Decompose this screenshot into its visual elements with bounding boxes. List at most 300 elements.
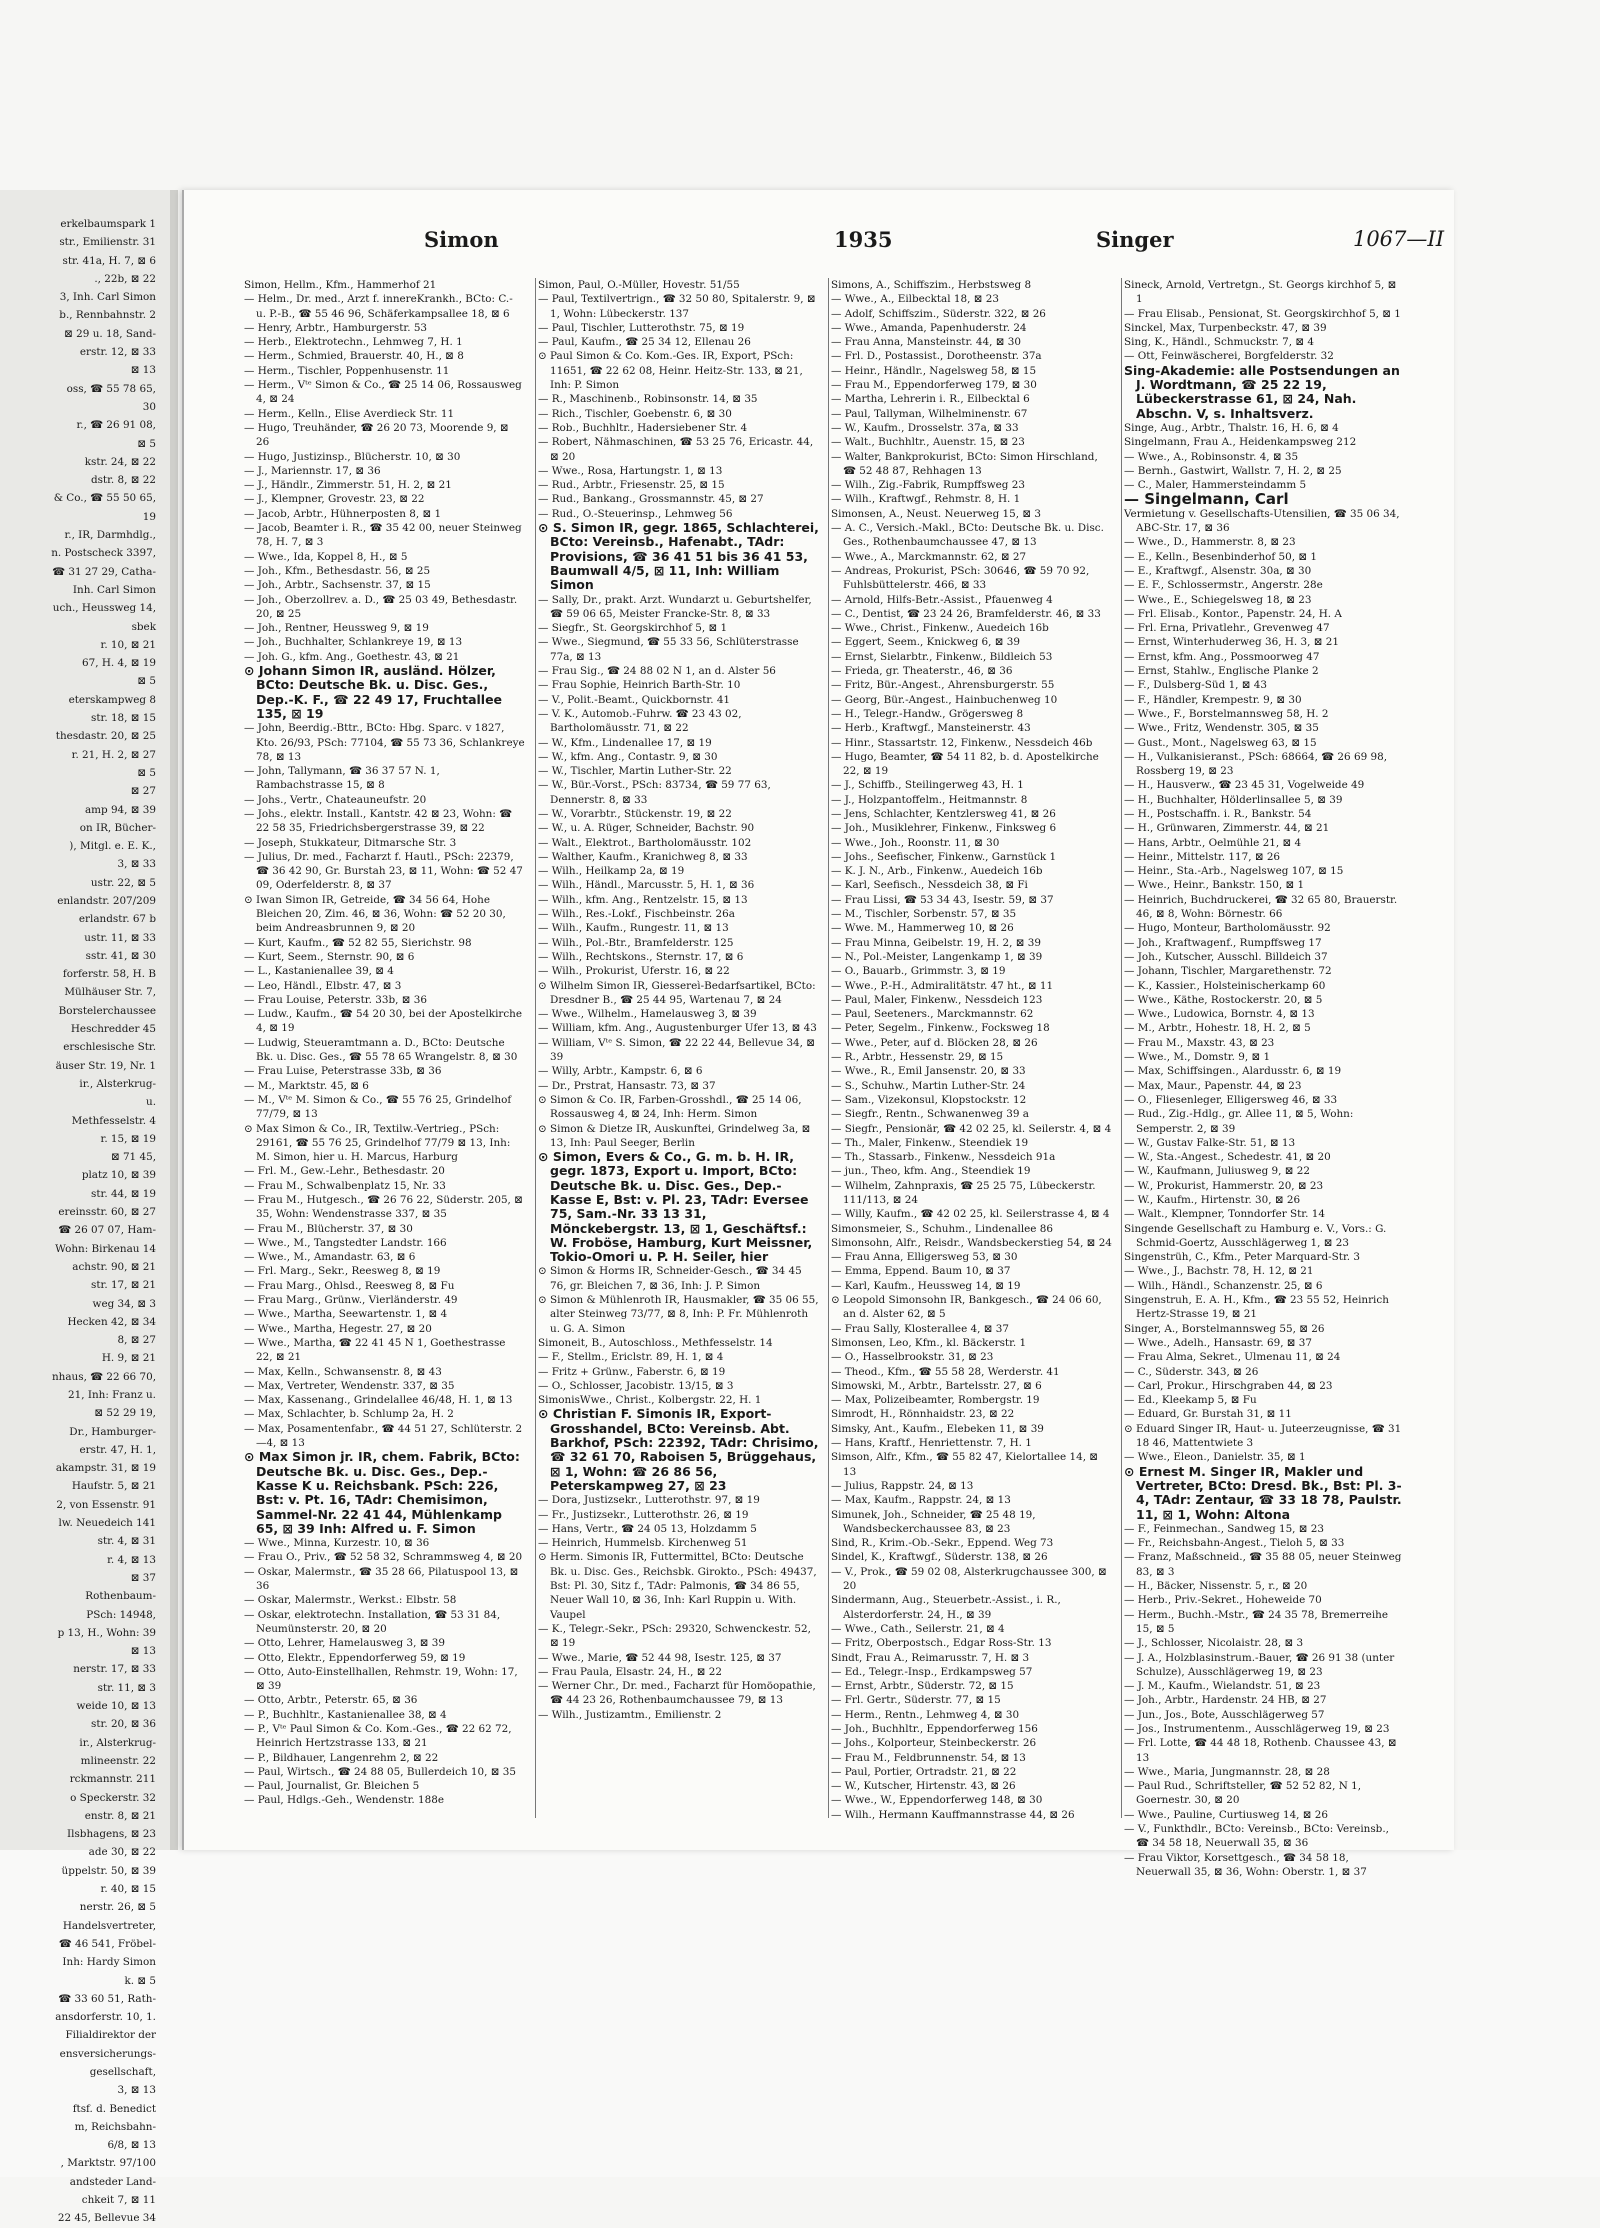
directory-entry: — Th., Maler, Finkenw., Steendiek 19 <box>831 1136 1029 1149</box>
directory-entry: — Karl, Kaufm., Heussweg 14, ⊠ 19 <box>831 1279 1021 1292</box>
prev-page-line: Mülhäuser Str. 7, <box>64 986 156 999</box>
directory-entry: — O., Bauarb., Grimmstr. 3, ⊠ 19 <box>831 965 1006 978</box>
directory-entry: — Kurt, Seem., Sternstr. 90, ⊠ 6 <box>244 950 415 963</box>
directory-entry: — W., Kutscher, Hirtenstr. 43, ⊠ 26 <box>831 1780 1016 1793</box>
directory-entry: — Joh., Kraftwagenf., Rumpffsweg 17 <box>1124 936 1322 949</box>
prev-page-line: str. 44, ⊠ 19 <box>91 1187 156 1200</box>
directory-entry: — Johs., Seefischer, Finkenw., Garnstück 1 <box>831 850 1057 863</box>
directory-entry: — M., Tischler, Sorbenstr. 57, ⊠ 35 <box>831 908 1017 921</box>
directory-entry: — N., Pol.-Meister, Langenkamp 1, ⊠ 39 <box>831 950 1043 963</box>
directory-entry: — W., Bür.-Vorst., PSch: 83734, ☎ 59 77 63, Dennerstr. 8, ⊠ 33 <box>538 779 771 806</box>
prev-page-line: u. <box>146 1096 156 1109</box>
directory-entry: — Wwe., Ida, Koppel 8, H., ⊠ 5 <box>244 550 408 563</box>
prev-page-line: weide 10, ⊠ 13 <box>76 1700 156 1713</box>
prev-page-line: 21, Inh: Franz u. <box>68 1389 156 1401</box>
prev-page-line: ir., Alsterkrug- <box>79 1077 156 1090</box>
prev-page-line: Wohn: Birkenau 14 <box>55 1242 156 1255</box>
directory-entry: ⊙ Simon, Evers & Co., G. m. b. H. IR, gegr. 1873, Export u. Import, BCto: Deutsche Bk. u. Disc. Ges., Dep.-Kasse E, Bst: v. Pl. 23, TAdr: Eversee 75, Sam.-Nr. 33 13 31, Mönckebergstr. 13, ⊠ 1, Geschäftsf.: W. Froböse, Hamburg, Kurt Meissner, Tokio-Omori u. P. H. Seiler, hier <box>538 1149 813 1265</box>
directory-entry: Singe, Aug., Arbtr., Thalstr. 16, H. 6, ⊠ 4 <box>1124 421 1339 434</box>
prev-page-line: str., Emilienstr. 31 <box>59 236 156 249</box>
directory-entry: — K., Kassier., Holsteinischerkamp 60 <box>1124 979 1326 992</box>
prev-page-line: 3, ⊠ 13 <box>117 2084 156 2097</box>
directory-entry: — jun., Theo, kfm. Ang., Steendiek 19 <box>831 1165 1031 1178</box>
prev-page-line: str. 20, ⊠ 36 <box>91 1718 156 1731</box>
directory-entry: ⊙ Simon & Mühlenroth IR, Hausmakler, ☎ 35 06 55, alter Steinweg 73/77, ⊠ 8, Inh: P. Fr. Mühlenroth u. G. A. Simon <box>538 1294 819 1335</box>
prev-page-line: r. 21, H. 2, ⊠ 27 <box>71 748 156 761</box>
directory-entry: — V. K., Automob.-Fuhrw. ☎ 23 43 02, Bartholomäusstr. 71, ⊠ 22 <box>538 707 742 735</box>
prev-page-line: ansdorferstr. 10, 1. <box>55 2011 156 2024</box>
directory-entry: — Fritz, Oberpostsch., Edgar Ross-Str. 13 <box>831 1637 1052 1650</box>
directory-entry: — Wwe., J., Bachstr. 78, H. 12, ⊠ 21 <box>1124 1265 1314 1278</box>
directory-entry: Sindel, K., Kraftwgf., Süderstr. 138, ⊠ 26 <box>831 1551 1048 1564</box>
directory-entry: — H., Hausverw., ☎ 23 45 31, Vogelweide 49 <box>1124 779 1365 792</box>
directory-entry: — Frl. Lotte, ☎ 44 48 18, Rothenb. Chaussee 43, ⊠ 13 <box>1124 1737 1397 1764</box>
directory-entry: — Wilh., Heilkamp 2a, ⊠ 19 <box>538 865 685 878</box>
directory-entry: ⊙ Christian F. Simonis IR, Export-Grosshandel, BCto: Vereinsb. Abt. Barkhof, PSch: 22392, TAdr: Chrisimo, ☎ 32 61 70, Raboisen 5, Brüggehaus, ⊠ 1, Wohn: ☎ 26 86 56, Peterskampweg 27, ⊠ 23 <box>538 1406 819 1493</box>
directory-entry: — F., Feinmechan., Sandweg 15, ⊠ 23 <box>1124 1522 1325 1535</box>
directory-entry: — Joh. G., kfm. Ang., Goethestr. 43, ⊠ 21 <box>244 650 460 663</box>
directory-entry: — Walter, Bankprokurist, BCto: Simon Hirschland, ☎ 52 48 87, Rehhagen 13 <box>831 450 1098 477</box>
directory-entry: ⊙ Simon & Horms IR, Schneider-Gesch., ☎ 34 45 76, gr. Bleichen 7, ⊠ 36, Inh: J. P. Simon <box>538 1265 802 1292</box>
directory-entry: Simonsohn, Alfr., Reisdr., Wandsbeckerstieg 54, ⊠ 24 <box>831 1236 1112 1249</box>
directory-entry: — R., Maschinenb., Robinsonstr. 14, ⊠ 35 <box>538 393 758 406</box>
directory-entry: — Wwe., Minna, Kurzestr. 10, ⊠ 36 <box>244 1537 430 1550</box>
directory-entry: — P., Buchhltr., Kastanienallee 38, ⊠ 4 <box>244 1708 447 1721</box>
prev-page-line: ⊠ 5 <box>137 437 156 450</box>
directory-entry: — Joh., Rentner, Heussweg 9, ⊠ 19 <box>244 622 429 635</box>
directory-entry: — Max, Kaufm., Rappstr. 24, ⊠ 13 <box>831 1494 1011 1507</box>
directory-entry: — Rob., Buchhltr., Hadersiebener Str. 4 <box>538 421 748 434</box>
directory-entry: — Paul, Wirtsch., ☎ 24 88 05, Bullerdeich 10, ⊠ 35 <box>244 1765 516 1778</box>
prev-page-line: oss, ☎ 55 78 65, <box>66 382 156 395</box>
directory-entry: — Kurt, Kaufm., ☎ 52 82 55, Sierichstr. 98 <box>244 936 472 949</box>
directory-entry: — Frl. Erna, Privatlehr., Grevenweg 47 <box>1124 622 1330 635</box>
prev-page-line: Handelsvertreter, <box>62 1919 156 1932</box>
directory-entry: — Frau M., Hutgesch., ☎ 26 76 22, Süderstr. 205, ⊠ 35, Wohn: Wendenstrasse 337, ⊠ 35 <box>244 1194 523 1221</box>
directory-entry: — Johann, Tischler, Margarethenstr. 72 <box>1124 965 1332 978</box>
directory-entry: — Rud., O.-Steuerinsp., Lehmweg 56 <box>538 507 733 520</box>
directory-entry: — Oskar, Malermstr., ☎ 35 28 66, Pilatuspool 13, ⊠ 36 <box>244 1565 519 1593</box>
directory-entry: — C., Maler, Hammersteindamm 5 <box>1124 479 1307 492</box>
directory-entry: — Johs., elektr. Install., Kantstr. 42 ⊠ 23, Wohn: ☎ 22 58 35, Friedrichsbergerstrasse 39, ⊠ 22 <box>244 807 513 835</box>
prev-page-line: sstr. 41, ⊠ 30 <box>85 949 156 962</box>
directory-entry: — H., Telegr.-Handw., Grögersweg 8 <box>831 707 1024 720</box>
directory-entry: — Otto, Auto-Einstellhallen, Rehmstr. 19, Wohn: 17, ⊠ 39 <box>244 1665 518 1693</box>
directory-entry: — V., Polit.-Beamt., Quickbornstr. 41 <box>538 693 731 706</box>
directory-entry: — Wwe., Marie, ☎ 52 44 98, Isestr. 125, ⊠ 37 <box>538 1651 782 1664</box>
prev-page-line: mlineenstr. 22 <box>80 1754 156 1767</box>
directory-entry: — P., Bildhauer, Langenrehm 2, ⊠ 22 <box>244 1751 439 1764</box>
directory-entry: — Wwe., Martha, Hegestr. 27, ⊠ 20 <box>244 1322 432 1335</box>
prev-page-line: ⊠ 52 29 19, <box>94 1407 156 1420</box>
prev-page-line: ustr. 11, ⊠ 33 <box>84 931 156 944</box>
directory-entry: — Fr., Justizsekr., Lutterothstr. 26, ⊠ 19 <box>538 1508 749 1521</box>
directory-entry: Singenstruh, E. A. H., Kfm., ☎ 23 55 52, Heinrich Hertz-Strasse 19, ⊠ 21 <box>1124 1294 1389 1321</box>
directory-entry: — Frieda, gr. Theaterstr., 46, ⊠ 36 <box>831 665 1013 678</box>
directory-entry: — Jens, Schlachter, Kentzlersweg 41, ⊠ 26 <box>831 807 1056 820</box>
directory-entry: — Wwe., Martha, Seewartenstr. 1, ⊠ 4 <box>244 1308 448 1321</box>
directory-entry: — Emma, Eppend. Baum 10, ⊠ 37 <box>831 1265 1011 1278</box>
header-last-name: Singer <box>1096 227 1174 252</box>
directory-entry: — Ernst, Winterhuderweg 36, H. 3, ⊠ 21 <box>1124 636 1339 649</box>
directory-entry: — Herm., Tischler, Poppenhusenstr. 11 <box>244 364 450 377</box>
prev-page-line: Inh: Hardy Simon <box>62 1956 156 1969</box>
prev-page-line: ⊠ 29 u. 18, Sand- <box>64 327 156 340</box>
directory-entry: Sineck, Arnold, Vertretgn., St. Georgs kirchhof 5, ⊠ 1 <box>1124 279 1397 306</box>
directory-entry: Simson, Alfr., Kfm., ☎ 55 82 47, Kielortallee 14, ⊠ 13 <box>831 1451 1099 1478</box>
prev-page-line: r. 10, ⊠ 21 <box>100 638 156 651</box>
directory-entry: — Frl. M., Gew.-Lehr., Bethesdastr. 20 <box>244 1165 445 1178</box>
prev-page-line: nerstr. 26, ⊠ 5 <box>79 1901 156 1914</box>
directory-entry: — W., Kaufm., Drosselstr. 37a, ⊠ 33 <box>831 421 1019 434</box>
prev-page-line: Hecken 42, ⊠ 34 <box>67 1315 156 1328</box>
directory-entry: — Frau M., Maxstr. 43, ⊠ 23 <box>1124 1036 1275 1049</box>
directory-entry: — Hinr., Stassartstr. 12, Finkenw., Nessdeich 46b <box>831 736 1093 749</box>
directory-entry: — Frau Minna, Geibelstr. 19, H. 2, ⊠ 39 <box>831 936 1041 949</box>
directory-entry: — Paul, Textilvertrign., ☎ 32 50 80, Spitalerstr. 9, ⊠ 1, Wohn: Lübeckerstr. 137 <box>538 293 816 320</box>
directory-entry: — Wilhelm, Zahnpraxis, ☎ 25 25 75, Lübeckerstr. 111/113, ⊠ 24 <box>831 1179 1096 1206</box>
prev-page-line: ☎ 46 541, Fröbel- <box>58 1937 156 1950</box>
directory-entry: — Frau M., Eppendorferweg 179, ⊠ 30 <box>831 379 1037 392</box>
prev-page-line: äuser Str. 19, Nr. 1 <box>55 1059 156 1072</box>
directory-entry: — Henry, Arbtr., Hamburgerstr. 53 <box>244 321 428 334</box>
directory-entry: ⊙ Herm. Simonis IR, Futtermittel, BCto: Deutsche Bk. u. Disc. Ges., Reichsbk. Girokto., PSch: 49437, Bst: Pl. 30, Sitz f., TAdr: Palmonis, ☎ 34 86 55, Neuer Wall 10, ⊠ 36, Inh: Karl Ruppin u. With. Vaupel <box>538 1551 817 1621</box>
directory-entry: — Joh., Oberzollrev. a. D., ☎ 25 03 49, Bethesdastr. 20, ⊠ 25 <box>244 593 518 620</box>
directory-entry: ⊙ Wilhelm Simon IR, Giessereì-Bedarfsartikel, BCto: Dresdner B., ☎ 25 44 95, Wartenau 7, ⊠ 24 <box>538 979 816 1006</box>
directory-entry: — Jacob, Beamter i. R., ☎ 35 42 00, neuer Steinweg 78, H. 7, ⊠ 3 <box>244 522 522 549</box>
prev-page-line: lw. Neuedeich 141 <box>58 1517 156 1530</box>
prev-page-line: Filialdirektor der <box>65 2029 156 2042</box>
directory-entry: Singer, A., Borstelmannsweg 55, ⊠ 26 <box>1124 1322 1325 1335</box>
directory-entry: — Rud., Arbtr., Friesenstr. 25, ⊠ 15 <box>538 479 725 492</box>
directory-entry: ⊙ Paul Simon & Co. Kom.-Ges. IR, Export, PSch: 11651, ☎ 22 62 08, Heinr. Heitz-Str. 133, ⊠ 21, Inh: P. Simon <box>538 350 803 392</box>
prev-page-line: ustr. 22, ⊠ 5 <box>90 876 156 889</box>
prev-page-line: chkeit 7, ⊠ 11 <box>81 2194 156 2207</box>
directory-entry: — Herb., Kraftwgf., Mansteinerstr. 43 <box>831 722 1031 735</box>
directory-entry: — Wilh., Kaufm., Rungestr. 11, ⊠ 13 <box>538 922 729 935</box>
prev-page-line: forferstr. 58, H. B <box>62 968 156 981</box>
directory-entry: — Siegfr., Rentn., Schwanenweg 39 a <box>831 1108 1029 1121</box>
directory-entry: — Bernh., Gastwirt, Wallstr. 7, H. 2, ⊠ 25 <box>1124 464 1342 477</box>
prev-page-line: platz 10, ⊠ 39 <box>81 1169 156 1182</box>
directory-entry: — Paul, Journalist, Gr. Bleichen 5 <box>244 1780 420 1793</box>
directory-entry: — Frau Marg., Ohlsd., Reesweg 8, ⊠ Fu <box>244 1279 455 1292</box>
directory-entry: — Frau O., Priv., ☎ 52 58 32, Schrammsweg 4, ⊠ 20 <box>244 1551 523 1564</box>
directory-entry: — O., Schlosser, Jacobistr. 13/15, ⊠ 3 <box>538 1379 734 1392</box>
directory-entry: — Carl, Prokur., Hirschgraben 44, ⊠ 23 <box>1124 1379 1333 1392</box>
directory-entry: — Robert, Nähmaschinen, ☎ 53 25 76, Ericastr. 44, ⊠ 20 <box>538 436 814 463</box>
directory-entry: — W., Sta.-Angest., Schedestr. 41, ⊠ 20 <box>1124 1151 1331 1164</box>
prev-page-line: weg 34, ⊠ 3 <box>92 1297 156 1310</box>
prev-page-line: 3, Inh. Carl Simon <box>59 291 156 304</box>
prev-page-line: üppelstr. 50, ⊠ 39 <box>61 1864 156 1877</box>
directory-entry: — Herm., Vᵗᵉ Simon & Co., ☎ 25 14 06, Rossausweg 4, ⊠ 24 <box>244 379 522 406</box>
directory-entry: — S., Schuhw., Martin Luther-Str. 24 <box>831 1079 1026 1092</box>
directory-entry: — Herb., Priv.-Sekret., Hoheweide 70 <box>1124 1594 1322 1607</box>
directory-entry: — Frau M., Feldbrunnenstr. 54, ⊠ 13 <box>831 1751 1026 1764</box>
directory-entry: — Max, Posamentenfabr., ☎ 44 51 27, Schlüterstr. 2—4, ⊠ 13 <box>244 1422 523 1450</box>
directory-entry: — Wwe. M., Hammerweg 10, ⊠ 26 <box>831 922 1014 935</box>
directory-entry: — Rich., Tischler, Goebenstr. 6, ⊠ 30 <box>538 407 732 420</box>
directory-entry: — Herm., Rentn., Lehmweg 4, ⊠ 30 <box>831 1708 1020 1721</box>
directory-entry: Simon, Paul, O.-Müller, Hovestr. 51/55 <box>538 279 740 291</box>
directory-entry: — Helm., Dr. med., Arzt f. innereKrankh., BCto: C.- u. P.-B., ☎ 55 46 96, Schäferkampsallee 18, ⊠ 6 <box>244 293 513 320</box>
directory-entry: — C., Dentist, ☎ 23 24 26, Bramfelderstr. 46, ⊠ 33 <box>831 607 1101 620</box>
directory-entry: Simoneit, B., Autoschloss., Methfesselstr. 14 <box>538 1336 773 1349</box>
directory-entry: — Wwe., Martha, ☎ 22 41 45 N 1, Goethestrasse 22, ⊠ 21 <box>244 1336 506 1364</box>
directory-entry: Sindermann, Aug., Steuerbetr.-Assist., i. R., Alsterdorferstr. 24, H., ⊠ 39 <box>831 1594 1061 1621</box>
directory-entry: — Wwe., Pauline, Curtiusweg 14, ⊠ 26 <box>1124 1808 1329 1821</box>
directory-entry: — H., Buchhalter, Hölderlinsallee 5, ⊠ 39 <box>1124 793 1343 806</box>
directory-entry: Singenstrüh, C., Kfm., Peter Marquard-Str. 3 <box>1124 1251 1361 1264</box>
directory-entry: — Heinr., Händlr., Nagelsweg 58, ⊠ 15 <box>831 364 1037 377</box>
directory-entry: — Frl. Marg., Sekr., Reesweg 8, ⊠ 19 <box>244 1265 441 1278</box>
directory-entry: — W., Tischler, Martin Luther-Str. 22 <box>538 765 732 778</box>
header-first-name: Simon <box>424 227 499 252</box>
directory-entry: — O., Hasselbrookstr. 31, ⊠ 23 <box>831 1351 994 1364</box>
directory-entry: — Otto, Lehrer, Hamelausweg 3, ⊠ 39 <box>244 1637 445 1650</box>
prev-page-line: , Marktstr. 97/100 <box>60 2157 156 2170</box>
prev-page-line: o Speckerstr. 32 <box>70 1791 156 1804</box>
directory-entry: — Hugo, Treuhänder, ☎ 26 20 73, Moorende 9, ⊠ 26 <box>244 421 509 449</box>
directory-entry: — Wwe., Cath., Seilerstr. 21, ⊠ 4 <box>831 1622 1005 1635</box>
directory-entry: — E., Kelln., Besenbinderhof 50, ⊠ 1 <box>1124 550 1318 563</box>
directory-entry: — Paul Rud., Schriftsteller, ☎ 52 52 82, N 1, Goernestr. 30, ⊠ 20 <box>1124 1780 1362 1807</box>
directory-entry: — Theod., Kfm., ☎ 55 58 28, Werderstr. 41 <box>831 1365 1060 1378</box>
directory-entry: — Wwe., Ludowica, Bornstr. 4, ⊠ 13 <box>1124 1008 1315 1021</box>
prev-page-line: amp 94, ⊠ 39 <box>84 803 156 816</box>
directory-entry: — Max, Kelln., Schwansenstr. 8, ⊠ 43 <box>244 1365 442 1378</box>
directory-entry: — Fr., Reichsbahn-Angest., Tieloh 5, ⊠ 33 <box>1124 1537 1345 1550</box>
directory-entry: Sind, R., Krim.-Ob.-Sekr., Eppend. Weg 73 <box>831 1537 1054 1550</box>
prev-page-line: H. 9, ⊠ 21 <box>101 1352 156 1365</box>
prev-page-line: r., IR, Darmhdlg., <box>64 529 156 542</box>
directory-entry: — Max, Vertreter, Wendenstr. 337, ⊠ 35 <box>244 1379 455 1392</box>
directory-entry: — Wilh., Justizamtm., Emilienstr. 2 <box>538 1708 722 1721</box>
directory-entry: — Wwe., D., Hammerstr. 8, ⊠ 23 <box>1124 536 1296 549</box>
prev-page-line: str. 11, ⊠ 3 <box>97 1681 156 1694</box>
directory-entry: — Herm., Buchh.-Mstr., ☎ 24 35 78, Bremerreihe 15, ⊠ 5 <box>1124 1608 1388 1635</box>
directory-entry: — W., u. A. Rüger, Schneider, Bachstr. 90 <box>538 822 755 835</box>
directory-entry: — Heinr., Sta.-Arb., Nagelsweg 107, ⊠ 15 <box>1124 865 1344 878</box>
prev-page-line: Borstelerchaussee <box>58 1004 156 1017</box>
prev-page-line: gesellschaft, <box>89 2065 156 2078</box>
directory-entry: — Frau Viktor, Korsettgesch., ☎ 34 58 18, Neuerwall 35, ⊠ 36, Wohn: Oberstr. 1, ⊠ 37 <box>1124 1851 1367 1878</box>
prev-page-line: 2, von Essenstr. 91 <box>56 1498 156 1511</box>
directory-entry: — Wilh., kfm. Ang., Rentzelstr. 15, ⊠ 13 <box>538 893 748 906</box>
directory-entry: — Ernst, Stahlw., Englische Planke 2 <box>1124 665 1319 678</box>
prev-page-line: ade 30, ⊠ 22 <box>88 1846 156 1859</box>
directory-entry: — Walt., Buchhltr., Auenstr. 15, ⊠ 23 <box>831 436 1025 449</box>
directory-entry: — Wwe., A., Robinsonstr. 4, ⊠ 35 <box>1124 450 1299 463</box>
prev-page-line: 19 <box>142 510 156 523</box>
directory-entry: — Wwe., M., Amandastr. 63, ⊠ 6 <box>244 1251 416 1264</box>
directory-entry: — Paul, Hdlgs.-Geh., Wendenstr. 188e <box>244 1794 445 1807</box>
prev-page-line: erschlesische Str. <box>63 1041 156 1054</box>
directory-entry: Sing, K., Händl., Schmuckstr. 7, ⊠ 4 <box>1124 336 1314 349</box>
prev-page-line: achstr. 90, ⊠ 21 <box>72 1260 156 1273</box>
prev-page-line: ereinsstr. 60, ⊠ 27 <box>58 1206 156 1219</box>
directory-entry: — Frau M., Blücherstr. 37, ⊠ 30 <box>244 1222 413 1235</box>
prev-page-line: r. 40, ⊠ 15 <box>100 1883 156 1896</box>
directory-entry: Simons, A., Schiffszim., Herbstsweg 8 <box>831 279 1032 291</box>
directory-entry: — V., Prok., ☎ 59 02 08, Alsterkrugchaussee 300, ⊠ 20 <box>831 1565 1107 1593</box>
prev-page-line: str. 17, ⊠ 21 <box>91 1279 156 1292</box>
prev-page-line: dstr. 8, ⊠ 22 <box>90 474 156 487</box>
directory-entry: — Joh., Arbtr., Sachsenstr. 37, ⊠ 15 <box>244 579 431 592</box>
prev-page-line: ftsf. d. Benedict <box>72 2102 156 2115</box>
directory-column-1 <box>242 278 525 1818</box>
directory-entry: — Hans, Vertr., ☎ 24 05 13, Holzdamm 5 <box>538 1522 757 1535</box>
directory-entry: — Dr., Prstrat, Hansastr. 73, ⊠ 37 <box>538 1079 716 1092</box>
directory-entry: Simrodt, H., Rönnhaidstr. 23, ⊠ 22 <box>831 1408 1015 1421</box>
directory-entry: — Wilh., Pol.-Btr., Bramfelderstr. 125 <box>538 936 734 949</box>
directory-entry: — V., Funkthdlr., BCto: Vereinsb., BCto: Vereinsb., ☎ 34 58 18, Neuerwall 35, ⊠ 36 <box>1124 1823 1389 1850</box>
directory-entry: — J. M., Kaufm., Wielandstr. 51, ⊠ 23 <box>1124 1680 1321 1693</box>
directory-entry: — Paul, Seeteners., Marckmannstr. 62 <box>831 1008 1034 1021</box>
directory-entry: — J. A., Holzblasinstrum.-Bauer, ☎ 26 91 38 (unter Schulze), Ausschlägerweg 19, ⊠ 23 <box>1124 1651 1395 1678</box>
directory-entry: — Frau Sally, Klosterallee 4, ⊠ 37 <box>831 1322 1009 1335</box>
directory-entry: Simunek, Joh., Schneider, ☎ 25 48 19, Wandsbeckerchaussee 83, ⊠ 23 <box>831 1508 1036 1535</box>
directory-column-4 <box>1121 278 1405 1878</box>
directory-entry: — Siegfr., St. Georgskirchhof 5, ⊠ 1 <box>538 622 728 635</box>
prev-page-line: ☎ 33 60 51, Rath- <box>58 1992 156 2005</box>
directory-entry: ⊙ Leopold Simonsohn IR, Bankgesch., ☎ 24 06 60, an d. Alster 62, ⊠ 5 <box>831 1294 1102 1321</box>
prev-page-line: Methfesselstr. 4 <box>71 1114 156 1127</box>
prev-page-line: 30 <box>142 400 156 413</box>
directory-entry: Singelmann, Frau A., Heidenkampsweg 212 <box>1124 436 1357 449</box>
directory-entry: — Karl, Seefisch., Nessdeich 38, ⊠ Fi <box>831 879 1028 892</box>
directory-entry: — J., Händlr., Zimmerstr. 51, H. 2, ⊠ 21 <box>244 479 452 492</box>
directory-entry: ⊙ Simon & Dietze IR, Auskunftei, Grindelweg 3a, ⊠ 13, Inh: Paul Seeger, Berlin <box>538 1122 811 1149</box>
directory-entry: — Peter, Segelm., Finkenw., Focksweg 18 <box>831 1022 1050 1035</box>
directory-entry: — Gust., Mont., Nagelsweg 63, ⊠ 15 <box>1124 736 1317 749</box>
prev-page-line: Ilsbhagens, ⊠ 23 <box>67 1828 156 1841</box>
prev-page-line: eterskampweg 8 <box>68 693 156 706</box>
directory-entry: — Wwe., A., Eilbecktal 18, ⊠ 23 <box>831 293 999 306</box>
directory-entry: — Wwe., Fritz, Wendenstr. 305, ⊠ 35 <box>1124 722 1319 735</box>
directory-entry: — Ludw., Kaufm., ☎ 54 20 30, bei der Apostelkirche 4, ⊠ 19 <box>244 1008 523 1035</box>
directory-entry: — Wilh., Kraftwgf., Rehmstr. 8, H. 1 <box>831 493 1021 506</box>
directory-entry: — F., Dulsberg-Süd 1, ⊠ 43 <box>1124 679 1268 692</box>
directory-entry: — Werner Chr., Dr. med., Facharzt für Homöopathie, ☎ 44 23 26, Rothenbaumchaussee 79, ⊠ 13 <box>538 1680 816 1707</box>
prev-page-line: ⊠ 37 <box>130 1571 156 1584</box>
directory-entry: — Jos., Instrumentenm., Ausschlägerweg 19, ⊠ 23 <box>1124 1722 1390 1735</box>
directory-entry: — F., Händler, Krempestr. 9, ⊠ 30 <box>1124 693 1302 706</box>
prev-page-line: erlandstr. 67 b <box>78 913 156 926</box>
prev-page-line: Dr., Hamburger- <box>69 1425 156 1438</box>
prev-page-line: r., ☎ 26 91 08, <box>76 419 156 432</box>
prev-page-line: thesdastr. 20, ⊠ 25 <box>55 730 156 743</box>
directory-entry: — Frl. Elisab., Kontor., Papenstr. 24, H. A <box>1124 607 1342 620</box>
directory-entry: — Joseph, Stukkateur, Ditmarsche Str. 3 <box>244 836 457 849</box>
directory-entry: — K., Telegr.-Sekr., PSch: 29320, Schwenckestr. 52, ⊠ 19 <box>538 1622 811 1650</box>
directory-entry: ⊙ Eduard Singer IR, Haut- u. Juteerzeugnisse, ☎ 31 18 46, Mattentwiete 3 <box>1124 1422 1402 1450</box>
directory-entry: — Joh., Buchhltr., Eppendorferweg 156 <box>831 1722 1038 1735</box>
directory-entry: Sing-Akademie: alle Postsendungen an J. Wordtmann, ☎ 25 22 19, Lübeckerstrasse 61, ⊠ 24, Nah. Abschn. V, s. Inhaltsverz. <box>1124 362 1400 421</box>
directory-entry: — M., Vᵗᵉ M. Simon & Co., ☎ 55 76 25, Grindelhof 77/79, ⊠ 13 <box>244 1093 512 1121</box>
directory-entry: — Heinrich, Hummelsb. Kirchenweg 51 <box>538 1537 748 1550</box>
directory-entry: — Wwe., Adelh., Hansastr. 69, ⊠ 37 <box>1124 1336 1313 1349</box>
prev-page-line: 6/8, ⊠ 13 <box>107 2139 156 2152</box>
directory-entry: — Ed., Kleekamp 5, ⊠ Fu <box>1124 1394 1257 1407</box>
directory-column-2 <box>535 278 819 1818</box>
directory-entry: — J., Schiffb., Steilingerweg 43, H. 1 <box>831 779 1024 792</box>
directory-entry: — Max, Kassenang., Grindelallee 46/48, H. 1, ⊠ 13 <box>244 1394 513 1407</box>
directory-entry: Simonsen, Leo, Kfm., kl. Bäckerstr. 1 <box>831 1336 1027 1349</box>
directory-entry: — Wwe., Maria, Jungmannstr. 28, ⊠ 28 <box>1124 1765 1330 1778</box>
prev-page-line: Haufstr. 5, ⊠ 21 <box>71 1480 156 1493</box>
directory-entry: — Ed., Telegr.-Insp., Erdkampsweg 57 <box>831 1665 1033 1678</box>
page-fold <box>170 190 178 1850</box>
directory-entry: — Paul, Tallyman, Wilhelminenstr. 67 <box>831 407 1028 420</box>
page-header <box>244 227 1444 255</box>
directory-entry: — Frau Paula, Elsastr. 24, H., ⊠ 22 <box>538 1665 722 1678</box>
directory-entry: — Max, Maur., Papenstr. 44, ⊠ 23 <box>1124 1079 1302 1092</box>
directory-entry: Sinckel, Max, Turpenbeckstr. 47, ⊠ 39 <box>1124 321 1327 334</box>
prev-page-line: m, Reichsbahn- <box>74 2120 156 2133</box>
directory-entry: — Joh., Arbtr., Hardenstr. 24 HB, ⊠ 27 <box>1124 1694 1327 1707</box>
directory-entry: — Wwe., R., Emil Jansenstr. 20, ⊠ 33 <box>831 1065 1026 1078</box>
directory-entry: — Frau Marg., Grünw., Vierländerstr. 49 <box>244 1294 458 1307</box>
directory-entry: — Wwe., Wilhelm., Hamelausweg 3, ⊠ 39 <box>538 1008 757 1021</box>
directory-entry: — J., Holzpantoffelm., Heitmannstr. 8 <box>831 793 1028 806</box>
directory-entry: — A. C., Versich.-Makl., BCto: Deutsche Bk. u. Disc. Ges., Rothenbaumchaussee 47, ⊠ 13 <box>831 522 1104 549</box>
directory-entry: — Frl. Gertr., Süderstr. 77, ⊠ 15 <box>831 1694 1001 1707</box>
directory-entry: — Hugo, Justizinsp., Blücherstr. 10, ⊠ 30 <box>244 450 461 463</box>
directory-entry: — Frl. D., Postassist., Dorotheenstr. 37a <box>831 350 1042 363</box>
directory-entry: — Andreas, Prokurist, PSch: 30646, ☎ 59 70 92, Fuhlsbüttelerstr. 466, ⊠ 33 <box>831 564 1090 592</box>
prev-page-line: Heschredder 45 <box>70 1023 156 1036</box>
directory-entry: ⊙ Max Simon jr. IR, chem. Fabrik, BCto: Deutsche Bk. u. Disc. Ges., Dep.-Kasse K u. Reichsbank. PSch: 226, Bst: v. Pt. 16, TAdr: Chemisimon, Sammel-Nr. 22 41 44, Mühlenkamp 65, ⊠ 39 Inh: Alfred u. F. Simon <box>244 1449 520 1536</box>
directory-entry: — H., Vulkanisieranst., PSch: 68664, ☎ 26 69 98, Rossberg 19, ⊠ 23 <box>1124 750 1388 778</box>
directory-entry: — Wwe., F., Borstelmannsweg 58, H. 2 <box>1124 707 1329 720</box>
prev-page-line: ), Mitgl. e. E. K., <box>69 840 156 853</box>
prev-page-line: ☎ 31 27 29, Catha- <box>52 565 156 578</box>
prev-page-line: r. 4, ⊠ 13 <box>107 1553 156 1566</box>
prev-page-line: nerstr. 17, ⊠ 33 <box>73 1663 156 1676</box>
directory-entry: — Otto, Elektr., Eppendorferweg 59, ⊠ 19 <box>244 1651 466 1664</box>
directory-entry: — Herb., Elektrotechn., Lehmweg 7, H. 1 <box>244 336 463 349</box>
header-year: 1935 <box>834 227 893 252</box>
directory-entry: — John, Beerdig.-Bttr., BCto: Hbg. Sparc. v 1827, Kto. 26/93, PSch: 77104, ☎ 55 73 36, Schlankreye 78, ⊠ 13 <box>244 722 525 763</box>
directory-entry: — Frau Sig., ☎ 24 88 02 N 1, an d. Alster 56 <box>538 665 776 678</box>
directory-entry: — W., Kaufmann, Juliusweg 9, ⊠ 22 <box>1124 1165 1310 1178</box>
prev-page-line: Inh. Carl Simon <box>72 583 156 596</box>
directory-entry: — F., Stellm., Ericlstr. 89, H. 1, ⊠ 4 <box>538 1351 724 1364</box>
previous-page-fragment <box>0 215 160 2225</box>
directory-entry: — W., Gustav Falke-Str. 51, ⊠ 13 <box>1124 1136 1296 1149</box>
directory-entry: Simonsen, A., Neust. Neuerweg 15, ⊠ 3 <box>831 507 1041 520</box>
directory-page <box>182 190 1454 1878</box>
directory-entry: — Wwe., Christ., Finkenw., Auedeich 16b <box>831 622 1049 635</box>
directory-entry: — William, Vᵗᵉ S. Simon, ☎ 22 22 44, Bellevue 34, ⊠ 39 <box>538 1036 815 1064</box>
directory-entry: — Sally, Dr., prakt. Arzt. Wundarzt u. Geburtshelfer, ☎ 59 06 65, Meister Francke-Str. 8, ⊠ 33 <box>538 593 812 620</box>
prev-page-line: ⊠ 27 <box>130 785 156 798</box>
directory-entry: — Frau Luise, Peterstrasse 33b, ⊠ 36 <box>244 1065 442 1078</box>
directory-entry: — Hans, Arbtr., Oelmühle 21, ⊠ 4 <box>1124 836 1302 849</box>
prev-page-line: erstr. 47, H. 1, <box>79 1443 156 1456</box>
prev-page-line: ☎ 26 07 07, Ham- <box>58 1224 156 1237</box>
directory-entry: — Paul, Maler, Finkenw., Nessdeich 123 <box>831 993 1043 1006</box>
directory-entry: — Eggert, Seem., Knickweg 6, ⊠ 39 <box>831 636 1020 649</box>
directory-entry: — Max, Schiffsingen., Alardusstr. 6, ⊠ 19 <box>1124 1065 1342 1078</box>
scan-margin <box>0 1850 1600 2177</box>
directory-entry: — M., Arbtr., Hohestr. 18, H. 2, ⊠ 5 <box>1124 1022 1311 1035</box>
prev-page-line: str. 4, ⊠ 31 <box>97 1535 156 1548</box>
directory-entry: — Wilh., Händl., Schanzenstr. 25, ⊠ 6 <box>1124 1279 1323 1292</box>
directory-entry: — Walt., Klempner, Tonndorfer Str. 14 <box>1124 1208 1325 1221</box>
